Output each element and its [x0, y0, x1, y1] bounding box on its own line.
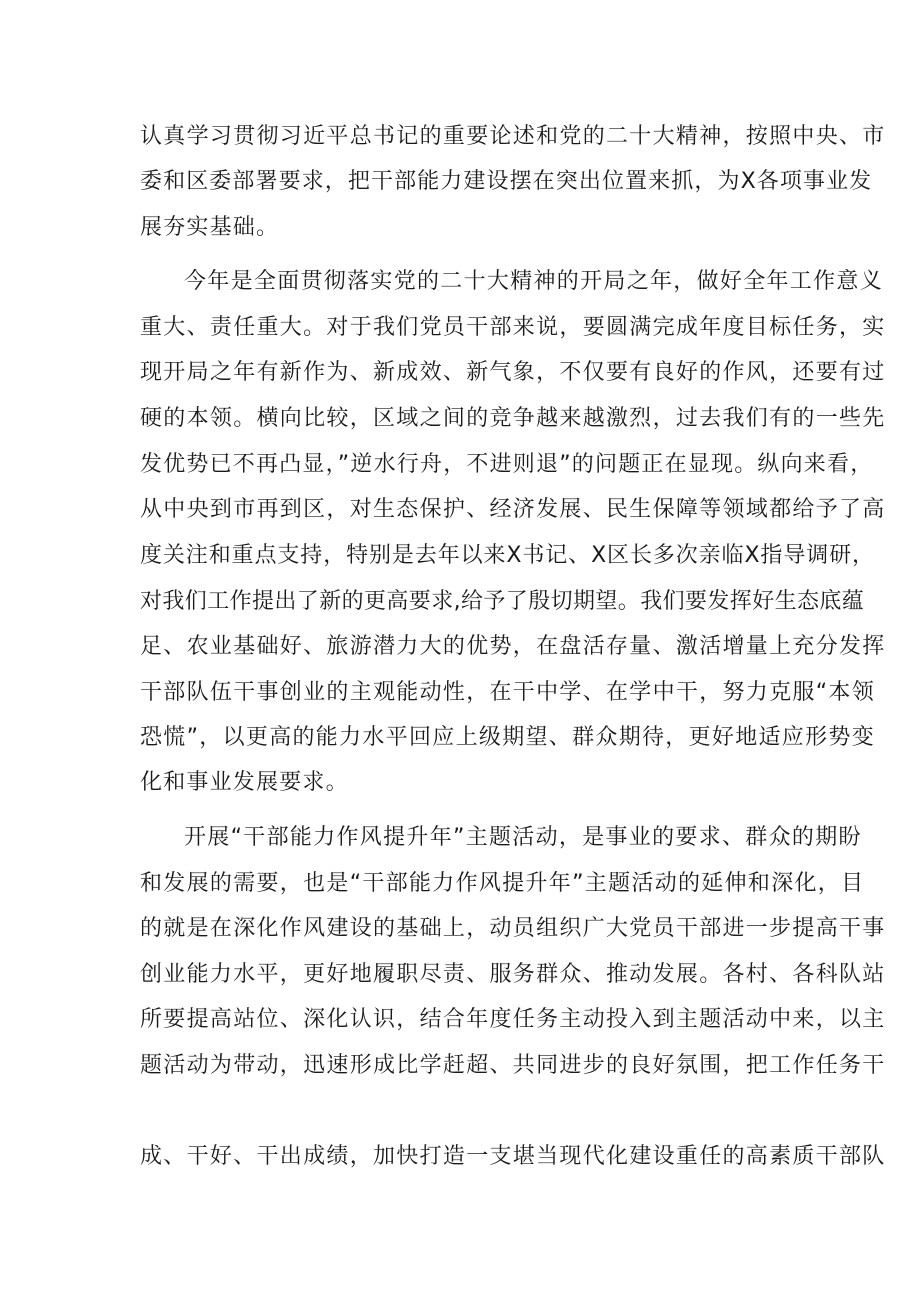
text-line: 的就是在深化作风建设的基础上，动员组织广大党员干部进一步提高干事	[140, 916, 886, 941]
text-line: 足、农业基础好、旅游潜力大的优势，在盘活存量、激活增量上充分发挥	[140, 634, 886, 659]
text-line: 所要提高站位、深化认识，结合年度任务主动投入到主题活动中来，以主	[140, 1007, 886, 1032]
text-line: 委和区委部署要求，把干部能力建设摆在突出位置来抓，为X各项事业发	[140, 169, 873, 194]
text-line: 恐慌”，以更高的能力水平回应上级期望、群众期待，更好地适应形势变	[140, 725, 875, 750]
text-line: 题活动为带动，迅速形成比学赶超、共同进步的良好氛围，把工作任务干	[140, 1053, 886, 1078]
text-line: 开展“干部能力作风提升年”主题活动，是事业的要求、群众的期盼	[184, 825, 862, 850]
text-line: 干部队伍干事创业的主观能动性，在干中学、在学中干，努力克服“本领	[140, 680, 875, 705]
text-line: 成、干好、干出成绩，加快打造一支堪当现代化建设重任的高素质干部队	[140, 1144, 886, 1169]
text-line: 和发展的需要，也是“干部能力作风提升年”主题活动的延伸和深化，目	[140, 871, 865, 896]
text-line: 创业能力水平，更好地履职尽责、服务群众、推动发展。各村、各科队站	[140, 962, 886, 987]
text-line: 重大、责任重大。对于我们党员干部来说，要圆满完成年度目标任务，实	[140, 315, 886, 340]
text-line: 现开局之年有新作为、新成效、新气象，不仅要有良好的作风，还要有过	[140, 360, 886, 385]
text-line: 发优势已不再凸显，”逆水行舟，不进则退”的问题正在显现。纵向来看，	[140, 452, 874, 477]
text-line: 硬的本领。横向比较，区域之间的竞争越来越激烈，过去我们有的一些先	[140, 406, 886, 431]
text-line: 度关注和重点支持，特别是去年以来X书记、X区长多次亲临X指导调研，	[140, 543, 875, 568]
text-line: 化和事业发展要求。	[140, 770, 349, 795]
text-line: 认真学习贯彻习近平总书记的重要论述和党的二十大精神，按照中央、市	[140, 124, 886, 149]
text-line: 展夯实基础。	[140, 215, 280, 240]
text-line: 从中央到市再到区，对生态保护、经济发展、民生保障等领域都给予了高	[140, 497, 886, 522]
text-line: 今年是全面贯彻落实党的二十大精神的开局之年，做好全年工作意义	[184, 269, 884, 294]
text-line: 对我们工作提出了新的更高要求,给予了殷切期望。我们要发挥好生态底蕴	[140, 589, 865, 614]
